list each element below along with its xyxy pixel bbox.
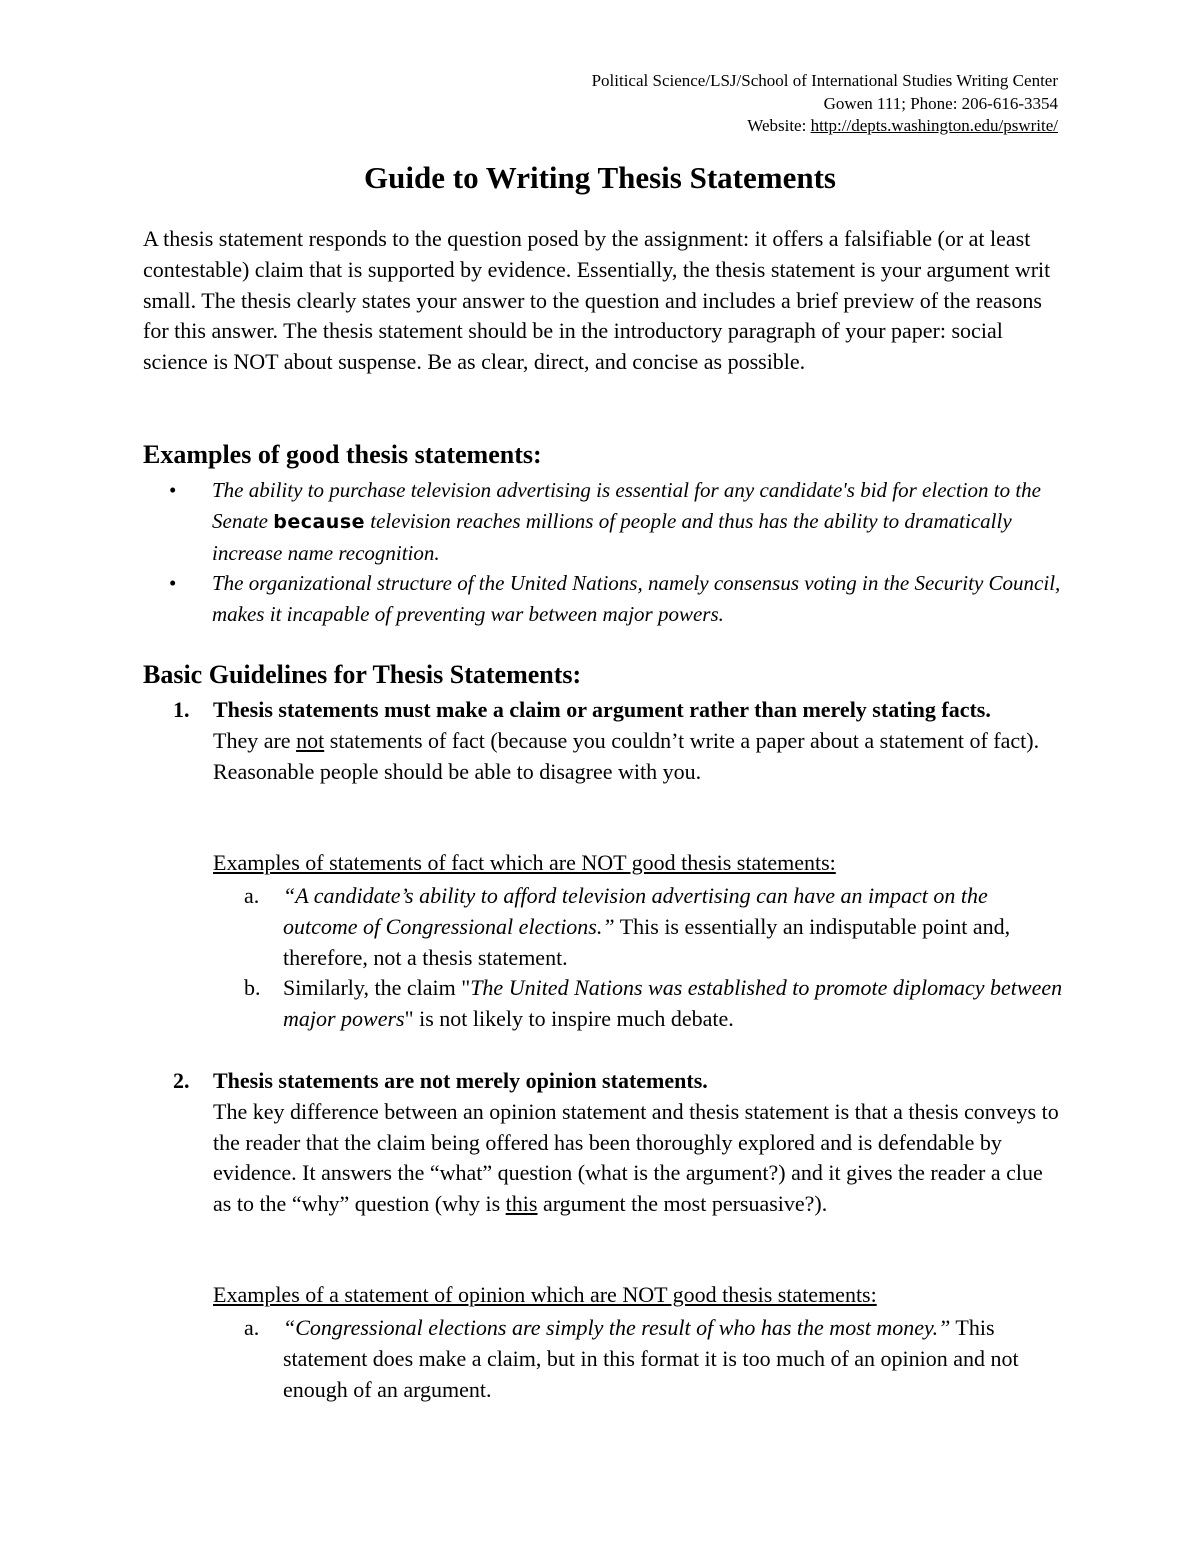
emphasis-word: because: [273, 511, 366, 533]
guideline-2: [173, 1066, 1063, 1220]
bullet-icon: •: [169, 478, 177, 502]
guideline-1-body: They are not statements of fact (because you couldn’t write a paper about a statement of fact). Reasonable people should be able to disagree with you.: [213, 727, 1040, 784]
guideline-number: 1.: [173, 697, 190, 722]
fact-examples-heading: Examples of statements of fact which are NOT good thesis statements:: [213, 850, 836, 875]
intro-paragraph: A thesis statement responds to the question posed by the assignment: it offers a falsifiable (or at least contestable) claim that is supported by evidence. Essentially, the thesis statement is your argument writ small. The thesis clearly states your answer to the question and includes a brief preview of the reasons for this answer. The thesis statement should be in the introductory paragraph of your paper: social science is NOT about suspense. Be as clear, direct, and concise as possible.: [143, 226, 1051, 375]
page-title: Guide to Writing Thesis Statements: [364, 160, 836, 195]
header-line-1: Political Science/LSJ/School of International Studies Writing Center: [591, 71, 1058, 90]
good-examples-heading: Examples of good thesis statements:: [143, 440, 542, 469]
opinion-examples-heading: Examples of a statement of opinion which are NOT good thesis statements:: [213, 1282, 877, 1307]
good-example-1: • The ability to purchase television advertising is essential for any candidate's bid for election to the Senate because television reaches millions of people and thus has the ability to dramatically increase name recognition.: [172, 475, 1062, 569]
guideline-number: 2.: [173, 1068, 190, 1093]
fact-example-b: b. Similarly, the claim "The United Nations was established to promote diplomacy between major powers" is not likely to inspire much debate.: [244, 975, 1063, 1031]
guideline-1: [173, 695, 1063, 787]
header-block: [592, 70, 1058, 138]
guideline-2-body: The key difference between an opinion statement and thesis statement is that a thesis conveys to the reader that the claim being offered has been thoroughly explored and is defendable by evidence. It answers the “what” question (what is the argument?) and it gives the reader a clue as to the “why” question (why is this argument the most persuasive?).: [213, 1098, 1059, 1217]
opinion-example-a: a. “Congressional elections are simply the result of who has the most money.” This statement does make a claim, but in this format it is too much of an opinion and not enough of an argument.: [244, 1315, 1019, 1402]
guidelines-heading: Basic Guidelines for Thesis Statements:: [143, 660, 582, 689]
bullet-icon: •: [169, 571, 177, 595]
website-label: Website:: [747, 116, 811, 135]
guideline-1-heading: Thesis statements must make a claim or argument rather than merely stating facts.: [213, 697, 991, 722]
header-line-3: [592, 115, 1058, 138]
good-example-2: • The organizational structure of the United Nations, namely consensus voting in the Security Council, makes it incapable of preventing war between major powers.: [172, 568, 1062, 630]
website-link[interactable]: http://depts.washington.edu/pswrite/: [810, 116, 1058, 135]
header-line-2: Gowen 111; Phone: 206-616-3354: [823, 93, 1058, 113]
guideline-2-heading: Thesis statements are not merely opinion statements.: [213, 1068, 708, 1093]
fact-example-a: a. “A candidate’s ability to afford television advertising can have an impact on the outcome of Congressional elections.” This is essentially an indisputable point and, therefore, not a thesis statement.: [244, 883, 1011, 970]
